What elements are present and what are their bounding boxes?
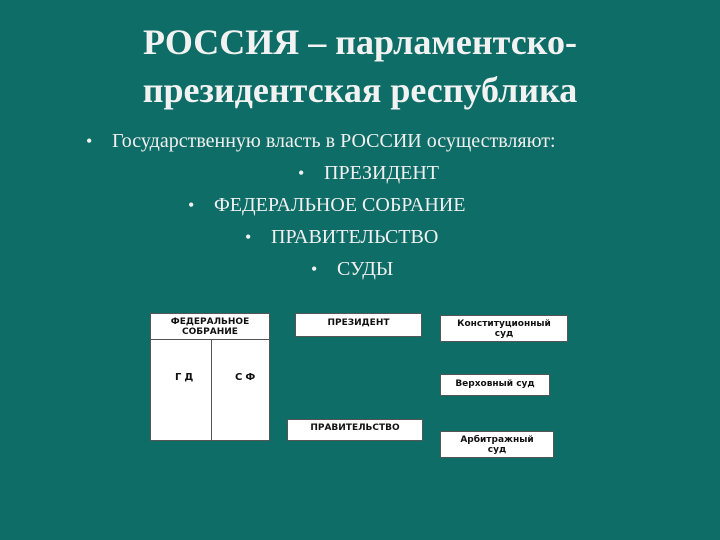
title-line-1: РОССИЯ – парламентско- <box>143 22 577 62</box>
bullet-text: СУДЫ <box>337 258 394 280</box>
chamber-divider <box>211 340 212 440</box>
arbitration-court-label-2: суд <box>487 445 507 455</box>
constitutional-court-box <box>440 315 568 342</box>
federal-assembly-label-2: СОБРАНИЕ <box>182 327 238 337</box>
government-box: ПРАВИТЕЛЬСТВО <box>287 419 423 441</box>
arbitration-court-label-1: Арбитражный <box>460 435 534 445</box>
bullet-icon: • <box>298 163 305 183</box>
bullet-item <box>188 192 465 218</box>
bullet-text: ПРАВИТЕЛЬСТВО <box>271 226 439 248</box>
state-duma-label: ГД <box>175 372 197 383</box>
bullet-text: Государственную власть в РОССИИ осуществляют: <box>112 130 556 152</box>
federal-assembly-label-1: ФЕДЕРАЛЬНОЕ <box>170 317 250 327</box>
constitutional-court-label-1: Конституционный <box>457 319 551 329</box>
bullet-item <box>298 160 439 186</box>
title-line-2: президентская республика <box>142 70 578 110</box>
constitutional-court-label-2: суд <box>494 329 514 339</box>
slide-title <box>0 18 720 114</box>
bullet-text: ФЕДЕРАЛЬНОЕ СОБРАНИЕ <box>214 194 466 216</box>
federal-assembly-header <box>151 314 269 340</box>
federal-assembly-box <box>150 313 270 441</box>
bullet-icon: • <box>188 195 195 215</box>
bullet-item <box>245 224 438 250</box>
bullet-text: ПРЕЗИДЕНТ <box>324 162 440 184</box>
bullet-icon: • <box>245 227 252 247</box>
bullet-item <box>86 128 556 154</box>
bullet-icon: • <box>311 259 318 279</box>
arbitration-court-box <box>440 431 554 458</box>
supreme-court-box: Верховный суд <box>440 374 550 396</box>
president-box: ПРЕЗИДЕНТ <box>295 313 422 337</box>
bullet-icon: • <box>86 131 93 151</box>
bullet-item <box>311 256 393 282</box>
federation-council-label: СФ <box>235 372 259 383</box>
